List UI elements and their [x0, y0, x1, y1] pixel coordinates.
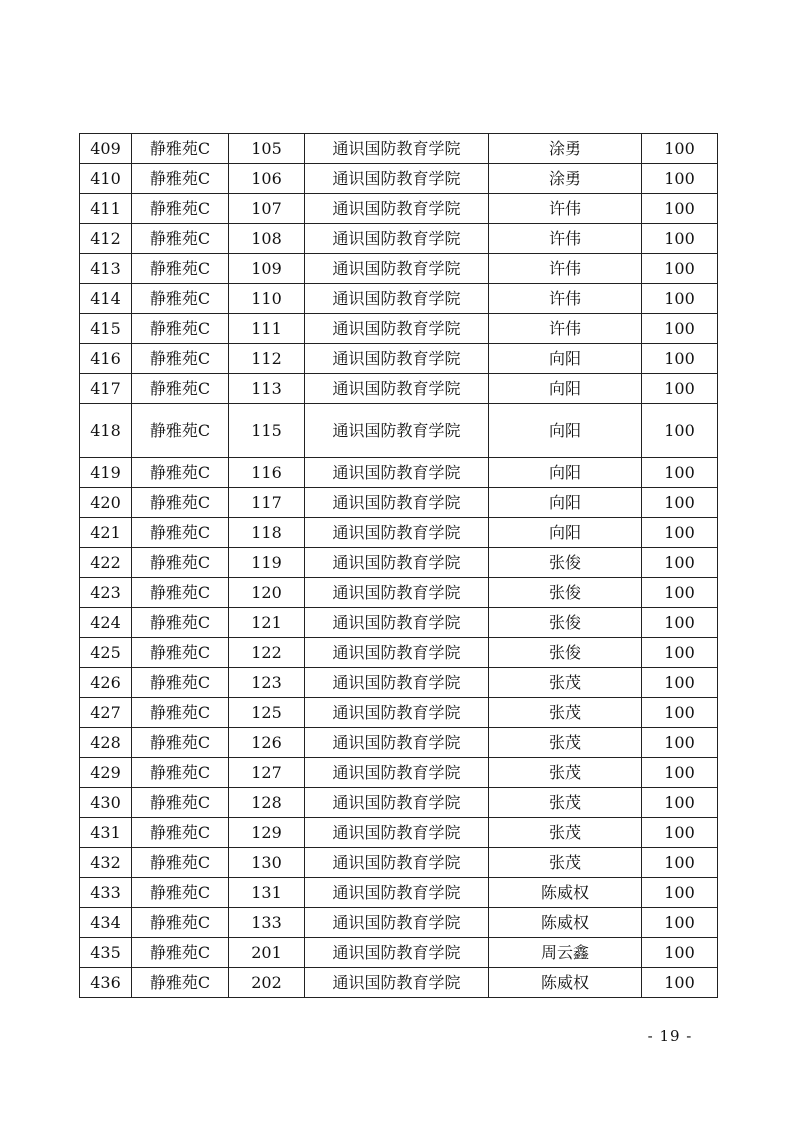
table-row [80, 728, 718, 758]
cell-college: 通识国防教育学院 [305, 254, 489, 284]
cell-college: 通识国防教育学院 [305, 908, 489, 938]
cell-score: 100 [642, 404, 718, 458]
cell-college: 通识国防教育学院 [305, 788, 489, 818]
cell-row-number: 412 [80, 224, 132, 254]
cell-person: 向阳 [489, 344, 642, 374]
cell-row-number: 416 [80, 344, 132, 374]
cell-person: 张茂 [489, 698, 642, 728]
cell-college: 通识国防教育学院 [305, 134, 489, 164]
cell-building: 静雅苑C [132, 518, 229, 548]
cell-score: 100 [642, 134, 718, 164]
cell-row-number: 431 [80, 818, 132, 848]
page-number: - 19 - [647, 1027, 693, 1045]
cell-room: 202 [229, 968, 305, 998]
table-row [80, 788, 718, 818]
cell-person: 涂勇 [489, 164, 642, 194]
table-row [80, 194, 718, 224]
table-row [80, 224, 718, 254]
cell-building: 静雅苑C [132, 638, 229, 668]
cell-building: 静雅苑C [132, 254, 229, 284]
cell-college: 通识国防教育学院 [305, 818, 489, 848]
cell-person: 许伟 [489, 224, 642, 254]
cell-person: 张茂 [489, 668, 642, 698]
cell-room: 128 [229, 788, 305, 818]
cell-row-number: 410 [80, 164, 132, 194]
cell-score: 100 [642, 284, 718, 314]
table-row [80, 848, 718, 878]
cell-person: 张茂 [489, 848, 642, 878]
cell-building: 静雅苑C [132, 314, 229, 344]
table-row [80, 638, 718, 668]
cell-college: 通识国防教育学院 [305, 518, 489, 548]
cell-person: 向阳 [489, 488, 642, 518]
cell-row-number: 433 [80, 878, 132, 908]
cell-room: 125 [229, 698, 305, 728]
cell-row-number: 420 [80, 488, 132, 518]
cell-person: 许伟 [489, 284, 642, 314]
cell-building: 静雅苑C [132, 404, 229, 458]
table-row [80, 668, 718, 698]
cell-person: 向阳 [489, 374, 642, 404]
cell-score: 100 [642, 848, 718, 878]
cell-college: 通识国防教育学院 [305, 968, 489, 998]
cell-building: 静雅苑C [132, 488, 229, 518]
cell-score: 100 [642, 818, 718, 848]
cell-row-number: 422 [80, 548, 132, 578]
cell-room: 110 [229, 284, 305, 314]
cell-college: 通识国防教育学院 [305, 374, 489, 404]
cell-score: 100 [642, 908, 718, 938]
table-row [80, 878, 718, 908]
cell-college: 通识国防教育学院 [305, 284, 489, 314]
cell-building: 静雅苑C [132, 728, 229, 758]
cell-row-number: 413 [80, 254, 132, 284]
cell-room: 112 [229, 344, 305, 374]
table-row [80, 164, 718, 194]
cell-person: 许伟 [489, 254, 642, 284]
cell-person: 周云鑫 [489, 938, 642, 968]
cell-score: 100 [642, 374, 718, 404]
cell-person: 张俊 [489, 548, 642, 578]
table-row [80, 818, 718, 848]
cell-room: 119 [229, 548, 305, 578]
cell-building: 静雅苑C [132, 164, 229, 194]
cell-score: 100 [642, 224, 718, 254]
cell-row-number: 429 [80, 758, 132, 788]
cell-building: 静雅苑C [132, 548, 229, 578]
cell-building: 静雅苑C [132, 848, 229, 878]
cell-person: 张茂 [489, 758, 642, 788]
cell-score: 100 [642, 458, 718, 488]
cell-score: 100 [642, 878, 718, 908]
cell-score: 100 [642, 194, 718, 224]
table-row [80, 578, 718, 608]
cell-row-number: 415 [80, 314, 132, 344]
cell-room: 129 [229, 818, 305, 848]
cell-person: 张茂 [489, 818, 642, 848]
cell-row-number: 411 [80, 194, 132, 224]
cell-building: 静雅苑C [132, 224, 229, 254]
cell-person: 张俊 [489, 608, 642, 638]
cell-college: 通识国防教育学院 [305, 488, 489, 518]
cell-person: 陈威权 [489, 908, 642, 938]
table-row [80, 254, 718, 284]
cell-college: 通识国防教育学院 [305, 224, 489, 254]
cell-room: 107 [229, 194, 305, 224]
cell-score: 100 [642, 548, 718, 578]
table-row [80, 314, 718, 344]
table-row [80, 458, 718, 488]
cell-room: 111 [229, 314, 305, 344]
cell-building: 静雅苑C [132, 758, 229, 788]
cell-building: 静雅苑C [132, 908, 229, 938]
cell-row-number: 428 [80, 728, 132, 758]
cell-building: 静雅苑C [132, 878, 229, 908]
cell-room: 127 [229, 758, 305, 788]
cell-row-number: 424 [80, 608, 132, 638]
cell-row-number: 417 [80, 374, 132, 404]
cell-row-number: 435 [80, 938, 132, 968]
cell-room: 126 [229, 728, 305, 758]
table-row [80, 758, 718, 788]
cell-building: 静雅苑C [132, 938, 229, 968]
cell-college: 通识国防教育学院 [305, 344, 489, 374]
cell-room: 123 [229, 668, 305, 698]
table-row [80, 908, 718, 938]
cell-score: 100 [642, 164, 718, 194]
dormitory-score-table [79, 133, 718, 998]
cell-college: 通识国防教育学院 [305, 668, 489, 698]
cell-room: 116 [229, 458, 305, 488]
cell-college: 通识国防教育学院 [305, 878, 489, 908]
cell-room: 130 [229, 848, 305, 878]
cell-college: 通识国防教育学院 [305, 548, 489, 578]
cell-room: 120 [229, 578, 305, 608]
cell-score: 100 [642, 938, 718, 968]
cell-score: 100 [642, 758, 718, 788]
cell-person: 许伟 [489, 314, 642, 344]
cell-room: 122 [229, 638, 305, 668]
table-row [80, 344, 718, 374]
cell-score: 100 [642, 254, 718, 284]
cell-person: 向阳 [489, 518, 642, 548]
cell-building: 静雅苑C [132, 698, 229, 728]
cell-score: 100 [642, 344, 718, 374]
cell-room: 121 [229, 608, 305, 638]
table-row [80, 518, 718, 548]
cell-score: 100 [642, 788, 718, 818]
table-row [80, 134, 718, 164]
cell-college: 通识国防教育学院 [305, 758, 489, 788]
cell-person: 向阳 [489, 404, 642, 458]
table-row [80, 284, 718, 314]
cell-building: 静雅苑C [132, 818, 229, 848]
cell-score: 100 [642, 314, 718, 344]
cell-building: 静雅苑C [132, 134, 229, 164]
cell-person: 张茂 [489, 788, 642, 818]
cell-row-number: 430 [80, 788, 132, 818]
cell-building: 静雅苑C [132, 578, 229, 608]
cell-person: 陈威权 [489, 878, 642, 908]
table-row [80, 968, 718, 998]
cell-building: 静雅苑C [132, 968, 229, 998]
cell-row-number: 423 [80, 578, 132, 608]
table-body [80, 134, 718, 998]
cell-score: 100 [642, 698, 718, 728]
cell-person: 陈威权 [489, 968, 642, 998]
cell-row-number: 421 [80, 518, 132, 548]
cell-person: 张茂 [489, 728, 642, 758]
cell-person: 张俊 [489, 638, 642, 668]
table-row [80, 374, 718, 404]
cell-college: 通识国防教育学院 [305, 458, 489, 488]
cell-college: 通识国防教育学院 [305, 578, 489, 608]
cell-college: 通识国防教育学院 [305, 314, 489, 344]
cell-room: 201 [229, 938, 305, 968]
cell-college: 通识国防教育学院 [305, 608, 489, 638]
cell-row-number: 419 [80, 458, 132, 488]
cell-score: 100 [642, 518, 718, 548]
cell-row-number: 436 [80, 968, 132, 998]
table-row [80, 548, 718, 578]
cell-room: 133 [229, 908, 305, 938]
cell-room: 106 [229, 164, 305, 194]
cell-college: 通识国防教育学院 [305, 698, 489, 728]
cell-building: 静雅苑C [132, 374, 229, 404]
cell-row-number: 434 [80, 908, 132, 938]
cell-person: 向阳 [489, 458, 642, 488]
cell-row-number: 432 [80, 848, 132, 878]
table-row [80, 404, 718, 458]
table-row [80, 608, 718, 638]
cell-score: 100 [642, 728, 718, 758]
cell-room: 118 [229, 518, 305, 548]
cell-room: 108 [229, 224, 305, 254]
cell-row-number: 427 [80, 698, 132, 728]
cell-building: 静雅苑C [132, 458, 229, 488]
cell-score: 100 [642, 638, 718, 668]
cell-building: 静雅苑C [132, 194, 229, 224]
cell-room: 105 [229, 134, 305, 164]
cell-room: 131 [229, 878, 305, 908]
cell-score: 100 [642, 578, 718, 608]
cell-college: 通识国防教育学院 [305, 638, 489, 668]
cell-building: 静雅苑C [132, 608, 229, 638]
cell-college: 通识国防教育学院 [305, 938, 489, 968]
table-row [80, 698, 718, 728]
cell-college: 通识国防教育学院 [305, 194, 489, 224]
cell-score: 100 [642, 488, 718, 518]
cell-building: 静雅苑C [132, 788, 229, 818]
cell-room: 109 [229, 254, 305, 284]
cell-college: 通识国防教育学院 [305, 404, 489, 458]
cell-building: 静雅苑C [132, 284, 229, 314]
cell-row-number: 414 [80, 284, 132, 314]
cell-row-number: 409 [80, 134, 132, 164]
cell-building: 静雅苑C [132, 668, 229, 698]
cell-score: 100 [642, 968, 718, 998]
cell-person: 涂勇 [489, 134, 642, 164]
cell-college: 通识国防教育学院 [305, 728, 489, 758]
cell-room: 113 [229, 374, 305, 404]
cell-room: 115 [229, 404, 305, 458]
cell-college: 通识国防教育学院 [305, 164, 489, 194]
cell-score: 100 [642, 668, 718, 698]
cell-row-number: 426 [80, 668, 132, 698]
cell-row-number: 418 [80, 404, 132, 458]
cell-person: 许伟 [489, 194, 642, 224]
cell-score: 100 [642, 608, 718, 638]
cell-row-number: 425 [80, 638, 132, 668]
table-row [80, 938, 718, 968]
table-row [80, 488, 718, 518]
cell-college: 通识国防教育学院 [305, 848, 489, 878]
cell-building: 静雅苑C [132, 344, 229, 374]
cell-room: 117 [229, 488, 305, 518]
cell-person: 张俊 [489, 578, 642, 608]
